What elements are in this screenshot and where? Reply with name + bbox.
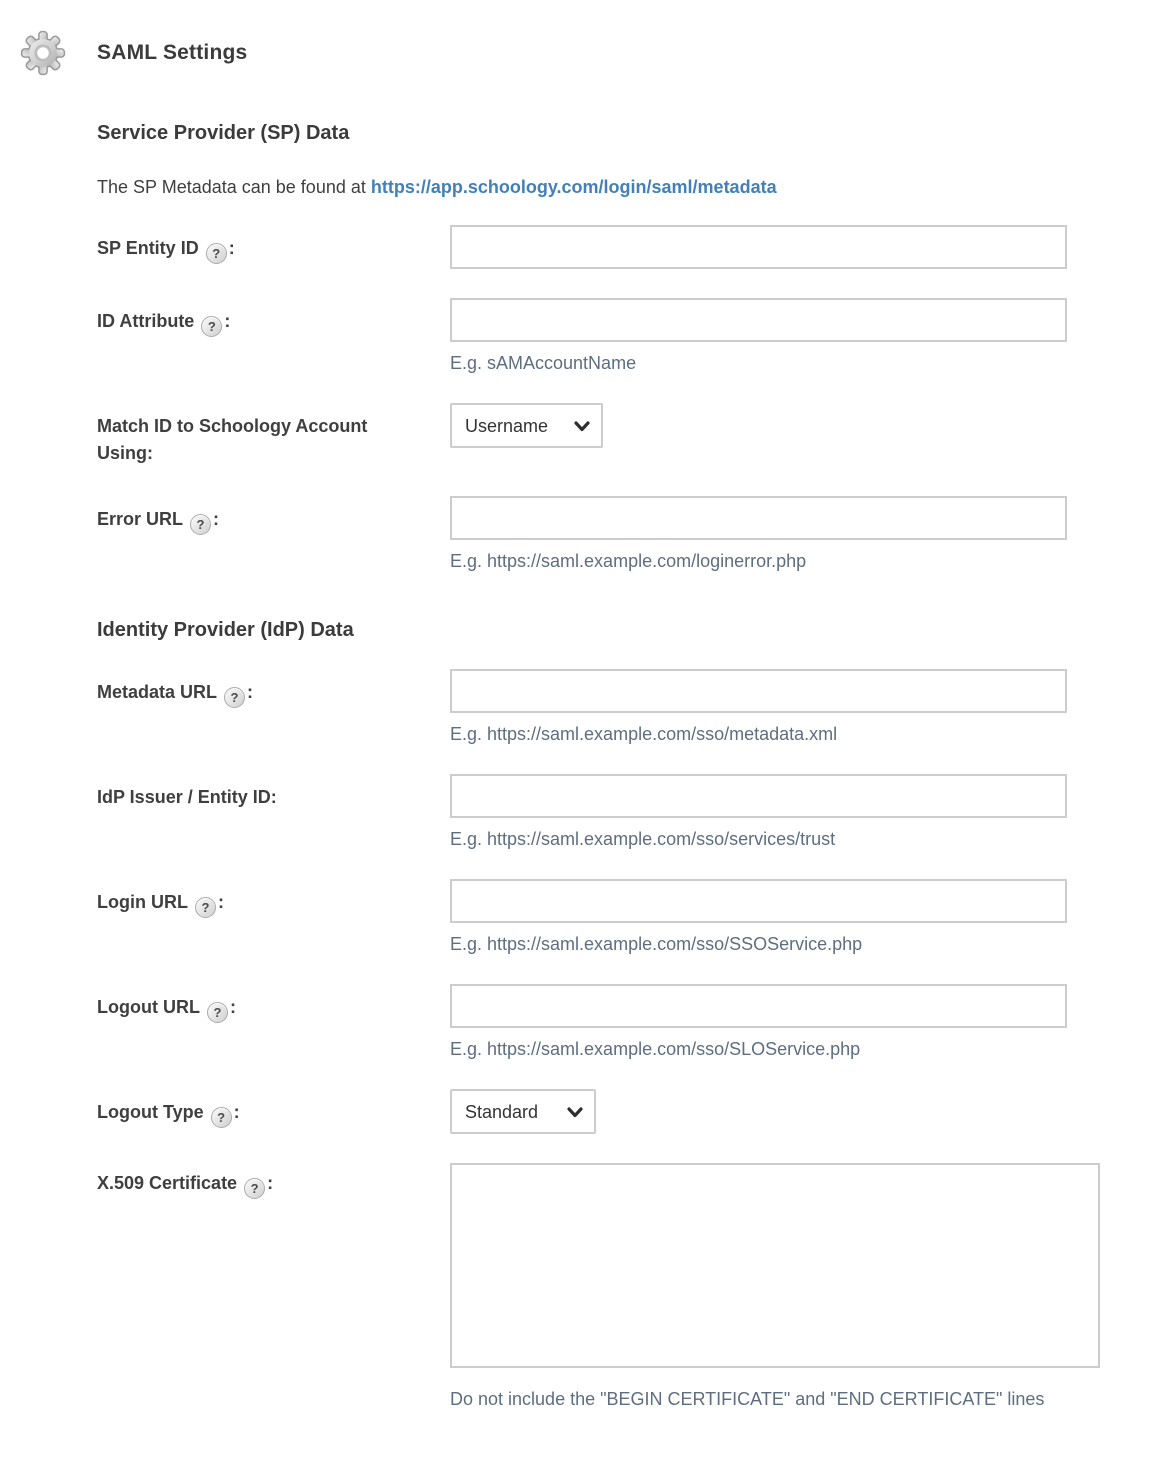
help-icon[interactable]: ? xyxy=(190,514,211,535)
x509-certificate-row xyxy=(97,1163,1154,1410)
sp-metadata-note xyxy=(97,177,1154,198)
login-url-row xyxy=(97,879,1154,955)
x509-certificate-label: X.509 Certificate ? : xyxy=(97,1163,450,1410)
match-id-row xyxy=(97,403,1154,467)
logout-url-label: Logout URL ? : xyxy=(97,984,450,1060)
x509-certificate-textarea[interactable] xyxy=(450,1163,1100,1368)
logout-url-hint: E.g. https://saml.example.com/sso/SLOService.php xyxy=(450,1039,861,1059)
match-id-select[interactable] xyxy=(450,403,603,448)
sp-section-heading: Service Provider (SP) Data xyxy=(97,122,350,144)
error-url-hint: E.g. https://saml.example.com/loginerror.php xyxy=(450,551,807,571)
help-icon[interactable]: ? xyxy=(224,687,245,708)
id-attribute-input[interactable] xyxy=(450,298,1067,342)
sp-metadata-link[interactable]: https://app.schoology.com/login/saml/metadata xyxy=(370,177,777,197)
sp-entity-id-row xyxy=(97,225,1154,269)
login-url-hint: E.g. https://saml.example.com/sso/SSOService.php xyxy=(450,934,863,954)
sp-metadata-note-text: The SP Metadata can be found at xyxy=(97,177,371,197)
logout-url-row xyxy=(97,984,1154,1060)
idp-issuer-row xyxy=(97,774,1154,850)
idp-section-heading: Identity Provider (IdP) Data xyxy=(97,619,354,641)
page-header xyxy=(20,28,1154,78)
sp-entity-id-input[interactable] xyxy=(450,225,1067,269)
gear-icon xyxy=(20,28,66,78)
x509-certificate-hint: Do not include the "BEGIN CERTIFICATE" and "END CERTIFICATE" lines xyxy=(450,1389,1045,1409)
id-attribute-row xyxy=(97,298,1154,374)
metadata-url-input[interactable] xyxy=(450,669,1067,713)
metadata-url-hint: E.g. https://saml.example.com/sso/metadata.xml xyxy=(450,724,838,744)
help-icon[interactable]: ? xyxy=(206,243,227,264)
metadata-url-row xyxy=(97,669,1154,745)
help-icon[interactable]: ? xyxy=(207,1002,228,1023)
logout-type-label: Logout Type ? : xyxy=(97,1089,450,1134)
idp-issuer-hint: E.g. https://saml.example.com/sso/services/trust xyxy=(450,829,836,849)
help-icon[interactable]: ? xyxy=(195,897,216,918)
idp-issuer-input[interactable] xyxy=(450,774,1067,818)
id-attribute-label: ID Attribute ? : xyxy=(97,298,450,374)
login-url-label: Login URL ? : xyxy=(97,879,450,955)
match-id-label: Match ID to Schoology Account Using: xyxy=(97,416,368,463)
help-icon[interactable]: ? xyxy=(211,1107,232,1128)
idp-issuer-label: IdP Issuer / Entity ID: xyxy=(97,787,277,807)
error-url-row xyxy=(97,496,1154,572)
help-icon[interactable]: ? xyxy=(244,1178,265,1199)
sp-entity-id-label: SP Entity ID ? : xyxy=(97,225,450,269)
error-url-input[interactable] xyxy=(450,496,1067,540)
logout-url-input[interactable] xyxy=(450,984,1067,1028)
page-title: SAML Settings xyxy=(97,41,248,64)
help-icon[interactable]: ? xyxy=(201,316,222,337)
logout-type-select[interactable] xyxy=(450,1089,596,1134)
logout-type-row xyxy=(97,1089,1154,1134)
id-attribute-hint: E.g. sAMAccountName xyxy=(450,353,637,373)
error-url-label: Error URL ? : xyxy=(97,496,450,572)
metadata-url-label: Metadata URL ? : xyxy=(97,669,450,745)
login-url-input[interactable] xyxy=(450,879,1067,923)
